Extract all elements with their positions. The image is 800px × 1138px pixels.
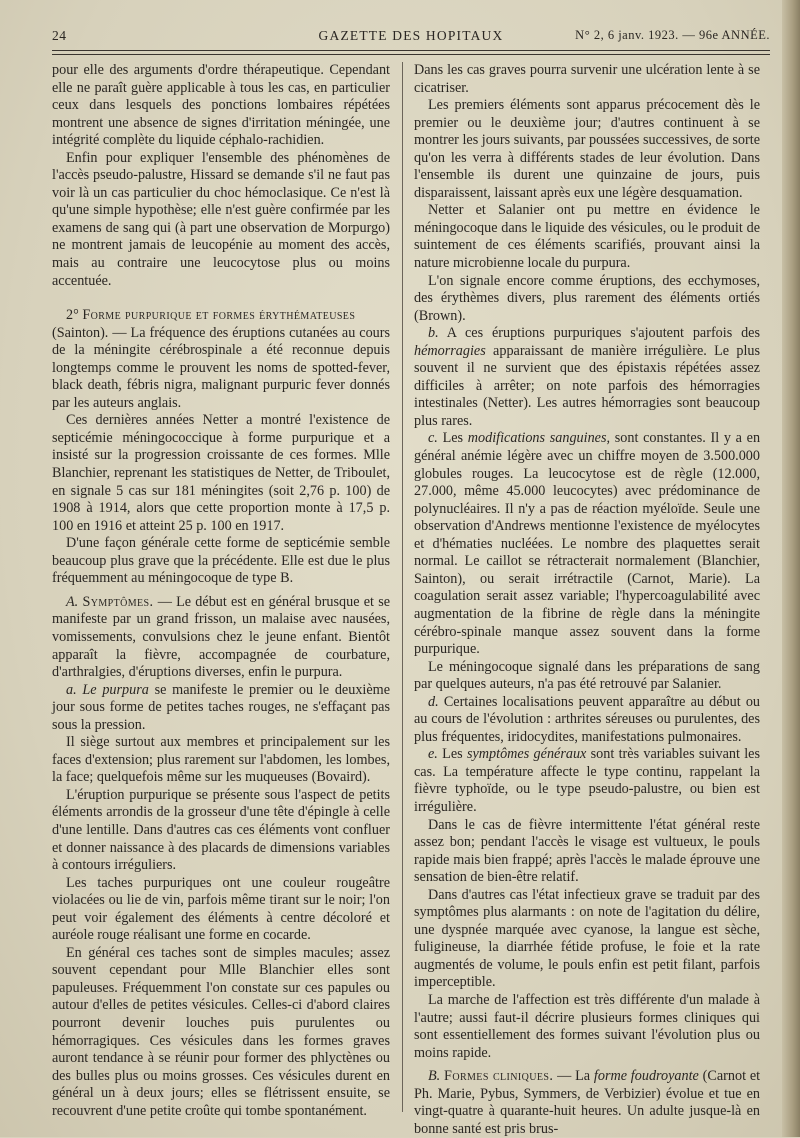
item-label: e. <box>428 746 438 763</box>
item-label: c. <box>428 430 438 447</box>
paragraph: pour elle des arguments d'ordre thérapeutique. Cependant elle ne paraît guère applicable à tous les cas, en particulier ceux dans lesquels des ponctions lombaires répétées montrent une absence de signes d'irritation méningée, une intégrité complète du liquide céphalo-rachidien. <box>52 62 390 149</box>
page-header <box>52 28 770 50</box>
paragraph-text: — Le début est en général brusque et se manifeste par un grand frisson, un malaise avec nausées, vomissements, convulsions chez le jeune enfant. Bientôt apparaît la fièvre, accompagnée de courbature, d'arthralgies, d'éruptions diverses, enfin le purpura. <box>52 593 391 681</box>
paragraph: Netter et Salanier ont pu mettre en évidence le méningocoque dans le liquide des vésicules, ou le produit de suintement de ces éléments scarifiés, prouvant ainsi la nature microbienne locale du purpura. <box>414 202 760 272</box>
section-title: Forme purpurique et formes érythémateuses <box>82 307 356 324</box>
section-heading-paragraph: 2° Forme purpurique et formes érythémateuses (Sainton). — La fréquence des éruptions cutanées au cours de la méningite cérébrospinale a été reconnue depuis longtemps comme le prouvent les noms de spotted-fever, black death, fébris nigra, malignant purpuric fever donnés par les auteurs anglais. <box>52 307 391 411</box>
paragraph: En général ces taches sont de simples macules; assez souvent cependant pour Mlle Blanchier elles sont papuleuses. Fréquemment l'on constate sur ces papules ou autour d'elles de petites vésicules. Celles-ci d'abord claires pourront devenir louches puis purulentes ou hémorragiques. Ces vésicules dans les formes graves auront tendance à se réunir pour former des phlyctènes ou des bulles plus ou moins grosses. Ces vésicules durent en général un à deux jours; elles se flétrissent ensuite, se recouvrent d'une petite croûte qui tombe spontanément. <box>52 944 390 1119</box>
issue-info: N° 2, 6 janv. 1923. — 96e ANNÉE. <box>575 28 770 42</box>
item-label: a. <box>66 681 77 698</box>
page-number: 24 <box>52 28 67 43</box>
item-term: forme foudroyante <box>593 1068 699 1085</box>
binding-edge <box>782 0 800 1137</box>
section-author: (Sainton). <box>52 324 109 341</box>
paragraph <box>52 682 390 735</box>
header-rule-bottom <box>52 54 770 55</box>
paragraph: La marche de l'affection est très différente d'un malade à l'autre; aussi faut-il décrire plusieurs formes cliniques qui sont essentiellement des formes suivant l'évolution plus ou moins rapide. <box>414 991 760 1061</box>
paragraph-text: La fréquence des éruptions cutanées au cours de la méningite cérébrospinale a été reconnue depuis longtemps comme le prouvent les noms de spotted-fever, black death, fébris nigra, malignant purpuric fever donnés par les auteurs anglais. <box>52 324 391 411</box>
item-term: hémorragies <box>414 342 486 359</box>
paragraph: Les premiers éléments sont apparus précocement dès le premier ou le deuxième jour; d'autres continuent à se montrer les jours suivants, par poussées successives, de sorte qu'on les verra à différents stades de leur évolution. Dans l'ensemble ils durent une quinzaine de jours, puis disparaissent, laissant après eux une légère desquamation. <box>414 97 760 201</box>
paragraph: Ces dernières années Netter a montré l'existence de septicémie méningococcique à forme purpurique et a insisté sur la progression croissante de ces formes. Mlle Blanchier, reprenant les statistiques de Netter, de Triboulet, en signale 5 cas sur 181 méningites (soit 2,76 p. 100) de 1908 à 1914, alors que cette proportion monte à 17,5 p. 100 en 1916 et atteint 25 p. 100 en 1917. <box>52 412 390 534</box>
paragraph: Enfin pour expliquer l'ensemble des phénomènes de l'accès pseudo-palustre, Hissard se demande s'il ne faut pas voir là un cas particulier du choc hémoclasique. Ce n'est là qu'une simple hypothèse; elle n'est guère confirmée par les examens de sang qui (à part une observation de Morpurgo) ne montrent jamais de leucopénie au moment des accès, mais au contraire une leucocytose plus ou moins accentuée. <box>52 149 390 289</box>
item-term: Le purpura <box>82 681 149 698</box>
right-column <box>414 62 760 1138</box>
paragraph: Dans les cas graves pourra survenir une ulcération lente à se cicatriser. <box>414 62 760 96</box>
paragraph: d. Certaines localisations peuvent apparaître au début ou au cours de l'évolution : arthrites séreuses ou purulentes, des plus fréquentes, iridocydites, manifestations pulmonaires. <box>414 693 761 745</box>
item-label: b. <box>428 325 439 342</box>
paragraph: b. A ces éruptions purpuriques s'ajoutent parfois des hémorragies apparaissant de manière irrégulière. Le plus souvent il ne survient que des épistaxis répétées assez difficiles à arrêter; on note parfois des hémorragies intestinales (Netter). Les autres hémorragies sont beaucoup plus rares. <box>414 325 761 429</box>
section-number: 2° <box>66 307 79 324</box>
subsection-label: A. <box>66 593 79 610</box>
subsection-paragraph: B. Formes cliniques. — La forme foudroyante (Carnot et Ph. Marie, Pybus, Symmers, de Verbizier) évolue et tue en vingt-quatre à quarante-huit heures. Un adulte jusque-là en bonne santé est pris brus- <box>414 1068 761 1137</box>
item-term: modifications sanguines, <box>467 430 611 447</box>
subsection-label: B. <box>428 1068 441 1085</box>
item-term: symptômes généraux <box>466 746 587 763</box>
paragraph: Dans le cas de fièvre intermittente l'état général reste assez bon; pendant l'accès le visage est vultueux, le pouls rapide mais bien frappé; après l'accès le malade éprouve une sensation de bien-être relatif. <box>414 816 760 886</box>
journal-title: GAZETTE DES HOPITAUX <box>318 28 504 43</box>
item-label: d. <box>428 693 439 710</box>
subsection-title: Formes cliniques. <box>444 1068 554 1085</box>
paragraph: Le méningocoque signalé dans les préparations de sang par quelques auteurs, n'a pas été retrouvé par Salanier. <box>414 658 760 693</box>
paragraph: Dans d'autres cas l'état infectieux grave se traduit par des symptômes plus alarmants : on note de l'agitation du délire, une dyspnée marquée avec cyanose, la langue est sèche, fuligineuse, la diarrhée fétide profuse, le foie et la rate augmentés de volume, le pouls enfin est petit filant, parfois imperceptible. <box>414 886 760 991</box>
subsection-paragraph <box>52 594 390 682</box>
left-column <box>52 62 390 1120</box>
paragraph: Les taches purpuriques ont une couleur rougeâtre violacées ou lie de vin, parfois même tirant sur le noir; l'on peut voir également des éléments à centre décoloré et auréole rouge réalisant une forme en cocarde. <box>52 874 390 944</box>
column-divider <box>402 62 403 1112</box>
paragraph: Il siège surtout aux membres et principalement sur les faces d'extension; plus rarement sur l'abdomen, les lombes, la face; quelquefois même sur les muqueuses (Bovaird). <box>52 734 390 786</box>
subsection-title: Symptômes. <box>82 593 154 610</box>
paragraph-text: se manifeste le premier ou le deuxième jour sous forme de petites taches rouges, ne s'effaçant pas sous la pression. <box>52 681 390 733</box>
paragraph: D'une façon générale cette forme de septicémie semble beaucoup plus grave que la précédente. Elle est due le plus fréquemment au méningocoque de type B. <box>52 535 390 587</box>
paragraph: c. Les modifications sanguines, sont constantes. Il y a en général anémie légère avec un chiffre moyen de 3.500.000 globules rouges. La leucocytose est de règle (12.000, 27.000, même 45.000 leucocytes) avec prédominance de polynucléaires. Il n'y a pas de réaction myéloïde. Seule une observation d'Andrews mentionne l'existence de myélocytes et d'hématies nucléées. Le nombre des plaquettes serait normal. Le caillot se rétracterait normalement (Blanchier, Sainton), ou serait irrétractile (Carnot, Marie). La coagulation serait assez variable; l'hypercoagulabilité avec augmentation de la fibrine de règle dans la méningite cérébro-spinale manque assez souvent dans la forme purpurique. <box>414 430 761 658</box>
paragraph: L'éruption purpurique se présente sous l'aspect de petits éléments arrondis de la grosseur d'une tête d'épingle à celle d'une lentille. Dans d'autres cas ces éléments vont confluer et donner naissance à des placards de dimensions variables à contours irréguliers. <box>52 786 390 874</box>
paragraph: L'on signale encore comme éruptions, des ecchymoses, des érythèmes divers, plus rarement des éléments ortiés (Brown). <box>414 272 760 324</box>
header-rule-top <box>52 50 770 51</box>
paragraph: e. Les symptômes généraux sont très variables suivant les cas. La température affecte le type continu, rappelant la fièvre typhoïde, ou le type pseudo-palustre, ou bien est irrégulière. <box>414 746 760 815</box>
